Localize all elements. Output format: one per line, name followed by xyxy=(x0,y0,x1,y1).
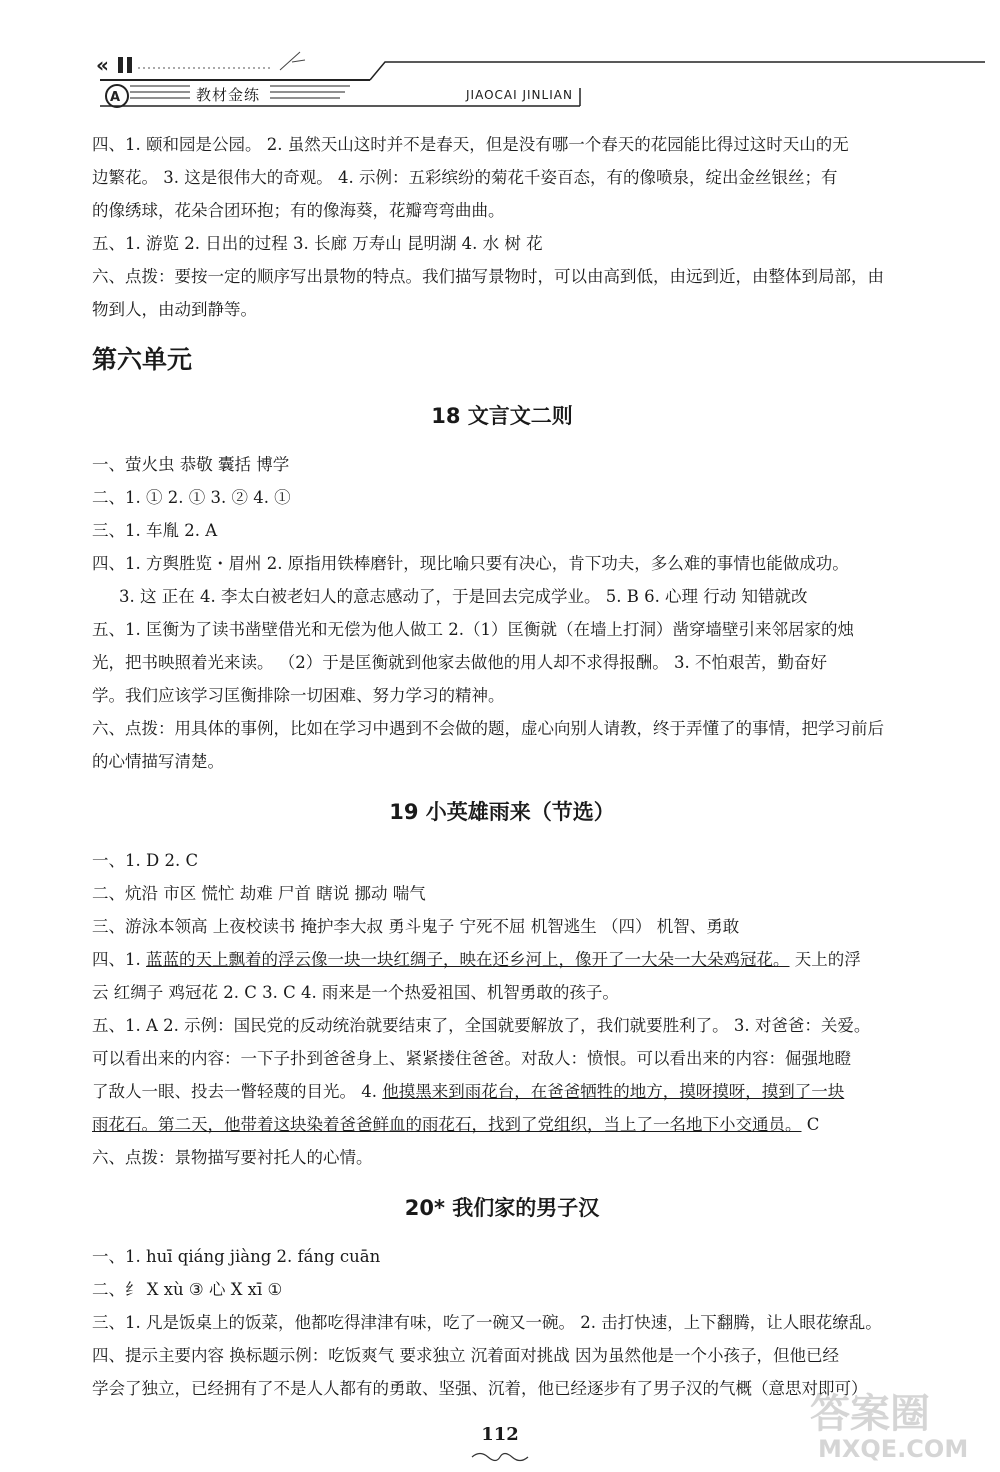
answer-line: 云 红绸子 鸡冠花 2. C 3. C 4. 雨来是一个热爱祖国、机智勇敢的孩子。 xyxy=(92,983,619,1002)
unit-heading: 第六单元 xyxy=(92,345,193,374)
answer-line xyxy=(92,1075,912,1108)
answer-line: 二、纟 X xù ③ 心 X xī ① xyxy=(92,1280,283,1299)
answer-line: 3. 这 正在 4. 李太白被老妇人的意志感动了，于是回去完成学业。 5. B 6. 心理 行动 知错就改 xyxy=(119,587,808,606)
answer-line: 可以看出来的内容：一下子扑到爸爸身上、紧紧搂住爸爸。对敌人：愤恨。可以看出来的内容：倔强地瞪 xyxy=(92,1049,851,1068)
answer-line: 二、1. ① 2. ① 3. ② 4. ① xyxy=(92,488,291,507)
watermark-logo xyxy=(800,1385,990,1465)
svg-text:答案圈: 答案圈 xyxy=(810,1391,930,1437)
answer-line: 光，把书映照着光来读。 （2）于是匡衡就到他家去做他的用人却不求得报酬。 3. 不怕艰苦，勤奋好 xyxy=(92,653,827,672)
svg-text:«: « xyxy=(96,53,109,77)
answer-line: 五、1. 游览 2. 日出的过程 3. 长廊 万寿山 昆明湖 4. 水 树 花 xyxy=(92,234,543,253)
page-number: 112 xyxy=(481,1424,519,1445)
svg-text:MXQE.COM: MXQE.COM xyxy=(818,1435,969,1463)
answer-content xyxy=(92,128,912,1405)
underlined-text: 他摸黑来到雨花台，在爸爸牺牲的地方，摸呀摸呀，摸到了一块 xyxy=(382,1082,845,1101)
footer-ornament xyxy=(470,1450,530,1464)
answer-line: 三、游泳本领高 上夜校读书 掩护李大叔 勇斗鬼子 宁死不屈 机智逃生 （四） 机智、勇敢 xyxy=(92,917,740,936)
answer-line: 五、1. A 2. 示例：国民党的反动统治就要结束了，全国就要解放了，我们就要胜利了。 3. 对爸爸：关爱。 xyxy=(92,1016,871,1035)
answer-line: 学会了独立，已经拥有了不是人人都有的勇敢、坚强、沉着，他已经逐步有了男子汉的气概（意思对即可） xyxy=(92,1379,868,1398)
answer-line xyxy=(92,943,912,976)
header-pinyin: JIAOCAI JINLIAN xyxy=(466,88,573,102)
answer-line: 一、1. huī qiáng jiàng 2. fáng cuān xyxy=(92,1247,381,1266)
answer-line: 的心情描写清楚。 xyxy=(92,752,224,771)
answer-text: 天上的浮 xyxy=(789,950,861,969)
answer-line: 六、点拨：景物描写要衬托人的心情。 xyxy=(92,1148,373,1167)
lesson-heading: 20* 我们家的男子汉 xyxy=(404,1196,600,1220)
answer-line: 四、1. 方舆胜览・眉州 2. 原指用铁棒磨针，现比喻只要有决心，肯下功夫，多么难的事情也能做成功。 xyxy=(92,554,849,573)
answer-line: 二、炕沿 市区 慌忙 劫难 尸首 瞎说 挪动 喘气 xyxy=(92,884,426,903)
answer-line: 三、1. 车胤 2. A xyxy=(92,521,218,540)
lesson-heading: 18 文言文二则 xyxy=(431,404,573,428)
answer-line: 三、1. 凡是饭桌上的饭菜，他都吃得津津有味，吃了一碗又一碗。 2. 击打快速，上下翻腾，让人眼花缭乱。 xyxy=(92,1313,882,1332)
answer-line: 物到人，由动到静等。 xyxy=(92,300,257,319)
answer-text: 四、1. xyxy=(92,950,146,969)
answer-line: 六、点拨：用具体的事例，比如在学习中遇到不会做的题，虚心向别人请教，终于弄懂了的事情，把学习前后 xyxy=(92,719,884,738)
answer-line: 一、萤火虫 恭敬 囊括 博学 xyxy=(92,455,290,474)
answer-line: 四、提示主要内容 换标题示例：吃饭爽气 要求独立 沉着面对挑战 因为虽然他是一个小孩子，但他已经 xyxy=(92,1346,839,1365)
answer-line: 的像绣球，花朵合团环抱；有的像海葵，花瓣弯弯曲曲。 xyxy=(92,201,505,220)
svg-text:A: A xyxy=(110,90,121,105)
answer-line: 五、1. 匡衡为了读书凿壁借光和无偿为他人做工 2.（1）匡衡就（在墙上打洞）凿穿墙壁引来邻居家的烛 xyxy=(92,620,854,639)
answer-line: 一、1. D 2. C xyxy=(92,851,199,870)
answer-line: 学。我们应该学习匡衡排除一切困难、努力学习的精神。 xyxy=(92,686,505,705)
page-header xyxy=(0,0,1000,110)
underlined-text: 雨花石。第二天，他带着这块染着爸爸鲜血的雨花石，找到了党组织，当上了一名地下小交通员。 xyxy=(92,1115,802,1134)
underlined-text: 蓝蓝的天上飘着的浮云像一块一块红绸子，映在还乡河上，像开了一大朵一大朵鸡冠花。 xyxy=(146,950,790,969)
answer-line: 四、1. 颐和园是公园。 2. 虽然天山这时并不是春天，但是没有哪一个春天的花园能比得过这时天山的无 xyxy=(92,135,849,154)
answer-line: 边繁花。 3. 这是很伟大的奇观。 4. 示例：五彩缤纷的菊花千姿百态，有的像喷泉，绽出金丝银丝；有 xyxy=(92,168,838,187)
answer-text: C xyxy=(801,1115,820,1134)
lesson-heading: 19 小英雄雨来（节选） xyxy=(389,800,615,824)
answer-line xyxy=(92,1108,912,1141)
header-title: 教材金练 xyxy=(196,86,261,104)
answer-line: 六、点拨：要按一定的顺序写出景物的特点。我们描写景物时，可以由高到低，由远到近，由整体到局部，由 xyxy=(92,267,884,286)
answer-text: 了敌人一眼、投去一瞥轻蔑的目光。 4. xyxy=(92,1082,383,1101)
